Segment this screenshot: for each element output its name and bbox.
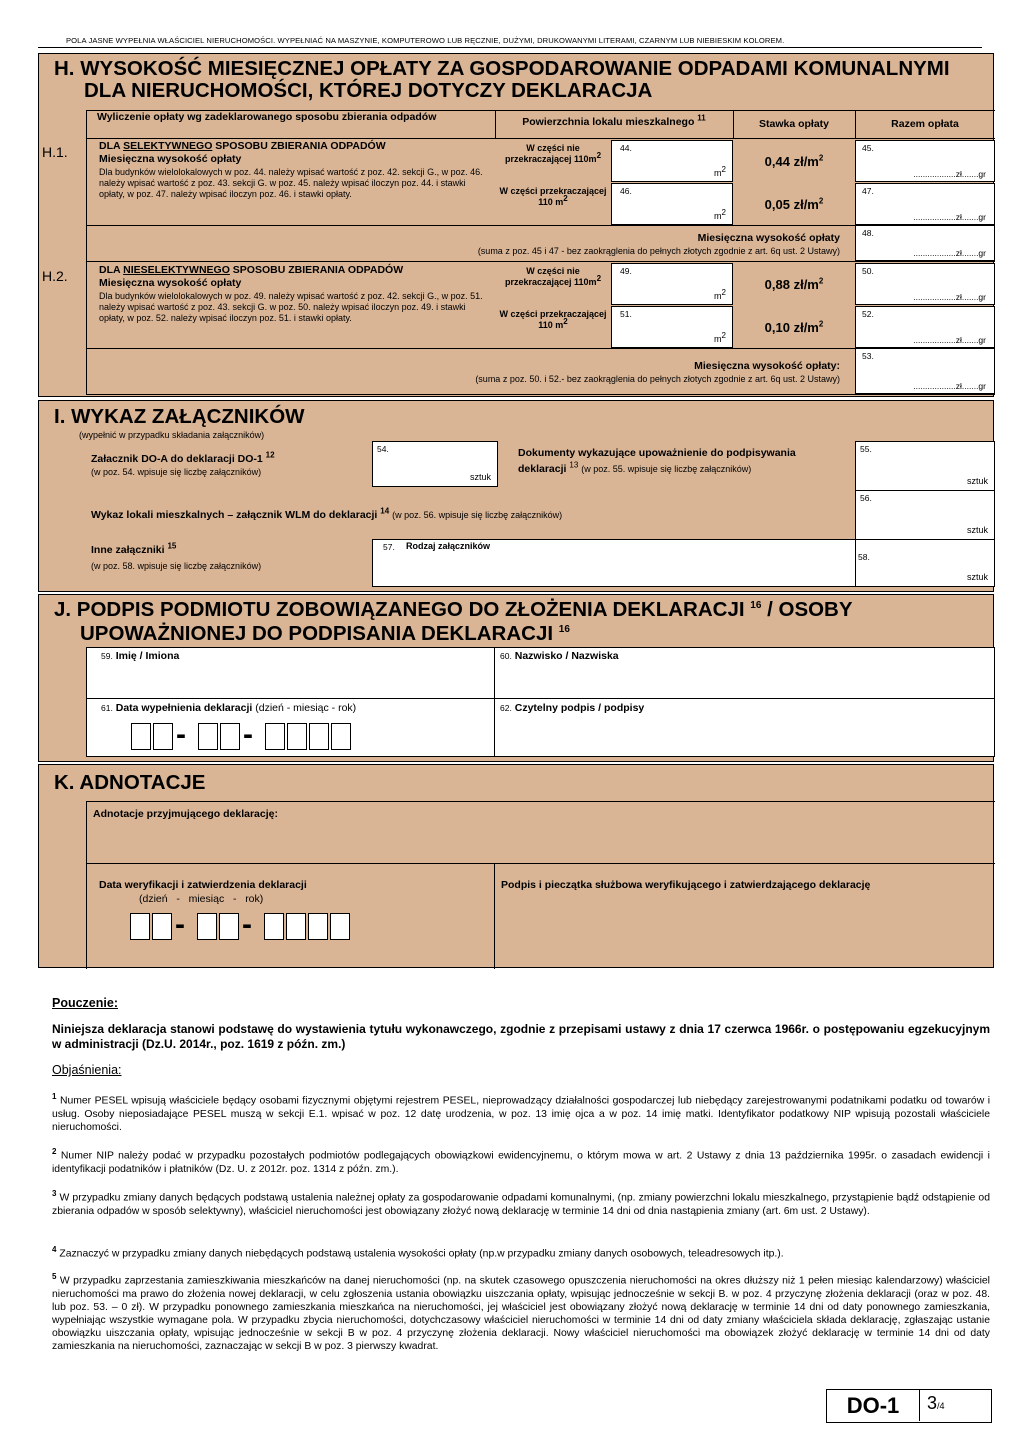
explanation-1: $^1$ Numer PESEL wpisują właściciele będący osobami fizycznymi objętymi rejestrem PESEL, nieprowadzący działalności gospodarczej lub niebędący zarejestrowanymi podatnikami podatku od towarów i usług. Osoby nieposiadające PESEL muszą w sekcji E.1. wpisać w poz. 12 datę urodzenia, w poz. 13 imię ojca a w poz. 14 imię matki. Identyfikator podatkowy NIP wpisują pozostali właściciele nieruchomości. <box>52 1092 990 1133</box>
explanation-3: $^3$ W przypadku zmiany danych będących podstawą ustalenia należnej opłaty za gospodarowanie odpadami komunalnymi, (np. zmiany powierzchni lokalu mieszkalnego, przystąpienie bądź odstąpienie od zbierania odpadów w sposób selektywny), właściciel nieruchomości jest obowiązany złożyć nową deklarację w terminie 14 dni od dnia nastąpienia zmiany (art. 6m ust. 2 Ustawy). <box>52 1189 990 1217</box>
section-h-title-2: DLA NIERUCHOMOŚCI, KTÓREJ DOTYCZY DEKLARACJA <box>84 79 653 102</box>
h2-row1-rate: 0,88 $zł/m^2$ <box>764 276 824 292</box>
col-area-header: Powierzchnia lokalu mieszkalnego $^{11}$ <box>522 113 706 128</box>
h1-sum-title: Miesięczna wysokość opłaty <box>697 232 840 244</box>
verification-date-hint: (dzień - miesiąc - rok) <box>139 893 264 905</box>
h2-sum-title: Miesięczna wysokość opłaty: <box>694 360 840 372</box>
section-j-title-1: J. PODPIS PODMIOTU ZOBOWIĄZANEGO DO ZŁOŻENIA DEKLARACJI $^{16}$ / OSOBY <box>54 598 853 621</box>
notes-label: Adnotacje przyjmującego deklarację: <box>93 808 278 820</box>
h1-subtitle: Miesięczna wysokość opłaty <box>99 153 242 165</box>
k-date-digit-y1[interactable] <box>264 913 284 940</box>
section-k-title: K. ADNOTACJE <box>54 771 206 794</box>
field-61-fill-date[interactable]: 61. Data wypełnienia deklaracji (dzień - miesiąc - rok) - - <box>86 698 495 757</box>
field-44[interactable]: 44. m2 <box>611 140 733 182</box>
date-digit-m1[interactable] <box>198 723 218 750</box>
col-total-header: Razem opłata <box>891 118 959 130</box>
instructions-text: Niniejsza deklaracja stanowi podstawę do wystawienia tytułu wykonawczego, zgodnie z przepisami ustawy z dnia 17 czerwca 1966r. o postępowaniu egzekucyjnym w administracji (Dz.U. 2014r., poz. 1619 z późn. zm.) <box>52 1022 990 1051</box>
section-i <box>38 400 994 592</box>
k-date-digit-d2[interactable] <box>152 913 172 940</box>
do-a-label: Załacznik DO-A do deklaracji DO-1 $^{12}$ <box>91 450 275 465</box>
col-calc-header: Wyliczenie opłaty wg zadeklarowanego sposobu zbierania odpadów <box>97 111 437 123</box>
field-57[interactable]: 57. Rodzaj załączników <box>372 539 856 587</box>
h1-code: H.1. <box>42 144 68 160</box>
field-48[interactable]: 48. ..................zł.......gr <box>855 225 995 261</box>
field-46[interactable]: 46. m2 <box>611 183 733 225</box>
explanation-5: $^5$ W przypadku zaprzestania zamieszkiwania mieszkańców na danej nieruchomości (np. na skutek czasowego opuszczenia nieruchomości na okres dłuższy niż 1 pełen miesiąc kalendarzowy) właściciel nieruchomości ma prawo do złożenia nowej deklaracji, w celu zgłoszenia ustania obowiązku uiszczania opłaty, wpisując jednocześnie w sekcji B. w poz. 4 przyczynę złożenia deklaracji (oraz w poz. 48. lub poz. 53. – 0 zł). W przypadku ponownego zamieszkania mieszkańca na nieruchomości, jej właściciel jest obowiązany złożyć nową deklarację w terminie 14 dni od daty ponownego zamieszkania, wypełniając wszystkie wymagane pola. W przypadku zbycia nieruchomości, dotychczasowy właściciel nieruchomości w terminie 14 dni od daty zmiany właściciela składa deklarację, zgłaszając ustanie obowiązku uiszczania opłaty, wpisując jednocześnie w sekcji B w poz. 4 przyczynę złożenia deklaracji. Nowy właściciel nieruchomości ma obowiązek złożyć deklarację w terminie 14 dni od daty zamieszkania na nieruchomości, zaznaczając w sekcji B w poz. 3 pierwszy kwadrat. <box>52 1272 990 1353</box>
auth-label-1: Dokumenty wykazujące upoważnienie do podpisywania <box>518 447 796 459</box>
wlm-label: Wykaz lokali mieszkalnych – załącznik WLM do deklaracji $^{14}$ (w poz. 56. wpisuje się liczbę załączników) <box>91 506 563 521</box>
top-instruction-note: POLA JASNE WYPEŁNIA WŁAŚCICIEL NIERUCHOMOŚCI. WYPEŁNIAĆ NA MASZYNIE, KOMPUTEROWO LUB RĘCZNIE, DUŻYMI, DRUKOWANYMI LITERAMI, CZARNYM LUB NIEBIESKIM KOLOREM. <box>66 36 785 45</box>
section-j-title-2: UPOWAŻNIONEJ DO PODPISANIA DEKLARACJI $^{16}$ <box>80 622 570 645</box>
h1-sum-note: (suma z poz. 45 i 47 - bez zaokrąglenia do pełnych złotych zgodnie z art. 6q ust. 2 Ustawy) <box>477 246 840 256</box>
k-date-digit-y3[interactable] <box>308 913 328 940</box>
h2-subtitle: Miesięczna wysokość opłaty <box>99 277 242 289</box>
field-55[interactable]: 55. sztuk <box>855 441 995 491</box>
date-digit-y4[interactable] <box>331 723 351 750</box>
field-60-last-name[interactable]: 60. Nazwisko / Nazwiska <box>494 647 995 699</box>
do-a-note: (w poz. 54. wpisuje się liczbę załączników) <box>91 467 262 477</box>
section-j <box>38 594 994 762</box>
field-50[interactable]: 50. ..................zł.......gr <box>855 263 995 305</box>
k-date-digit-d1[interactable] <box>130 913 150 940</box>
date-digit-d1[interactable] <box>131 723 151 750</box>
section-k: K. ADNOTACJE Adnotacje przyjmującego deklarację: Data weryfikacji i zatwierdzenia deklaracji (dzień - miesiąc - rok) - - Podpis i pieczątka służbowa weryfikującego i zatwierdzającego deklarację <box>38 764 994 968</box>
h2-sum-note: (suma z poz. 50. i 52.- bez zaokrąglenia do pełnych złotych zgodnie z art. 6q ust. 2 Ustawy) <box>475 374 840 384</box>
h2-desc: Dla budynków wielolokalowych w poz. 49. należy wpisać wartość z poz. 42. sekcji G., w poz. 51. należy wpisać wartość z poz. 43. sekcji G. w poz. 50. należy wpisać iloczyn poz. 49. i stawki opłaty, w poz. 52. należy wpisać iloczyn poz. 51. i stawki opłaty. <box>99 291 483 323</box>
date-digit-y3[interactable] <box>309 723 329 750</box>
h1-row2-rate: 0,05 $zł/m^2$ <box>764 196 824 212</box>
h1-row1-label: W części nie przekraczającej 110m2 <box>504 143 602 164</box>
field-51[interactable]: 51. m2 <box>611 306 733 348</box>
h2-row2-label: W części przekraczającej 110 m2 <box>499 309 607 330</box>
k-date-digit-y4[interactable] <box>330 913 350 940</box>
other-label: Inne załączniki $^{15}$ <box>91 541 177 556</box>
top-divider <box>38 47 982 48</box>
k-date-digit-m1[interactable] <box>197 913 217 940</box>
h1-row2-label: W części przekraczającej 110 m2 <box>499 186 607 207</box>
field-59-first-name[interactable]: 59. Imię / Imiona <box>86 647 495 699</box>
field-47[interactable]: 47. ..................zł.......gr <box>855 183 995 225</box>
explanation-2: $^2$ Numer NIP należy podać w przypadku pozostałych podmiotów podlegających obowiązkowi ewidencyjnemu, o którym mowa w art. 2 Ustawy z dnia 13 października 1995r. o zasadach ewidencji i identyfikacji podatników i płatników (Dz. U. z 2012r. poz. 1314 z późn. zm.). <box>52 1147 990 1175</box>
col-rate-header: Stawka opłaty <box>758 118 830 130</box>
date-digit-y2[interactable] <box>287 723 307 750</box>
field-45[interactable]: 45. ..................zł.......gr <box>855 140 995 182</box>
field-58[interactable]: 58. sztuk <box>855 539 995 587</box>
form-code: DO-1 <box>846 1393 900 1418</box>
section-i-title: I. WYKAZ ZAŁĄCZNIKÓW <box>54 405 305 428</box>
explanation-4: $^4$ Zaznaczyć w przypadku zmiany danych niebędących podstawą ustalenia wysokości opłaty (np.w przypadku zmiany danych osobowych, teleadresowych itp.). <box>52 1245 784 1260</box>
date-digit-d2[interactable] <box>153 723 173 750</box>
other-note: (w poz. 58. wpisuje się liczbę załączników) <box>91 561 262 571</box>
field-62-signature[interactable]: 62. Czytelny podpis / podpisy <box>494 698 995 757</box>
verifier-signature-label: Podpis i pieczątka służbowa weryfikującego i zatwierdzającego deklarację <box>501 879 871 891</box>
h2-row1-label: W części nie przekraczającej 110m2 <box>504 266 602 287</box>
h2-title: DLA NIESELEKTYWNEGO SPOSOBU ZBIERANIA ODPADÓW <box>99 264 404 276</box>
section-i-subtitle: (wypełnić w przypadku składania załączników) <box>79 430 265 440</box>
verification-date-label: Data weryfikacji i zatwierdzenia deklaracji <box>99 879 307 891</box>
h1-desc: Dla budynków wielolokalowych w poz. 44. należy wpisać wartość z poz. 42. sekcji G., w poz. 46. należy wpisać wartość z poz. 43. sekcji G. w poz. 45. należy wpisać iloczyn poz. 44. i stawki opłaty, w poz. 47. należy wpisać iloczyn poz. 46. i stawki opłaty. <box>99 167 483 199</box>
date-digit-m2[interactable] <box>220 723 240 750</box>
k-date-digit-y2[interactable] <box>286 913 306 940</box>
explanations-heading: Objaśnienia: <box>52 1063 122 1077</box>
page-number: 3/4 <box>927 1393 945 1413</box>
h2-code: H.2. <box>42 268 68 284</box>
field-52[interactable]: 52. ..................zł.......gr <box>855 306 995 348</box>
h2-row2-rate: 0,10 $zł/m^2$ <box>764 319 824 335</box>
instructions-heading: Pouczenie: <box>52 996 118 1010</box>
auth-label-2: deklaracji $^{13}$ (w poz. 55. wpisuje się liczbę załączników) <box>518 460 752 475</box>
k-date-digit-m2[interactable] <box>219 913 239 940</box>
h1-row1-rate: 0,44 $zł/m^2$ <box>764 153 824 169</box>
section-h-title-1: H. WYSOKOŚĆ MIESIĘCZNEJ OPŁATY ZA GOSPODAROWANIE ODPADAMI KOMUNALNYMI <box>54 57 950 80</box>
field-56[interactable]: 56. sztuk <box>855 490 995 540</box>
field-53[interactable]: 53. ..................zł.......gr <box>855 348 995 394</box>
section-h <box>38 53 994 397</box>
h1-title: DLA SELEKTYWNEGO SPOSOBU ZBIERANIA ODPADÓW <box>99 140 386 152</box>
date-digit-y1[interactable] <box>265 723 285 750</box>
field-49[interactable]: 49. m2 <box>611 263 733 305</box>
field-54[interactable]: 54. sztuk <box>372 441 498 487</box>
form-page-box <box>826 1389 992 1423</box>
